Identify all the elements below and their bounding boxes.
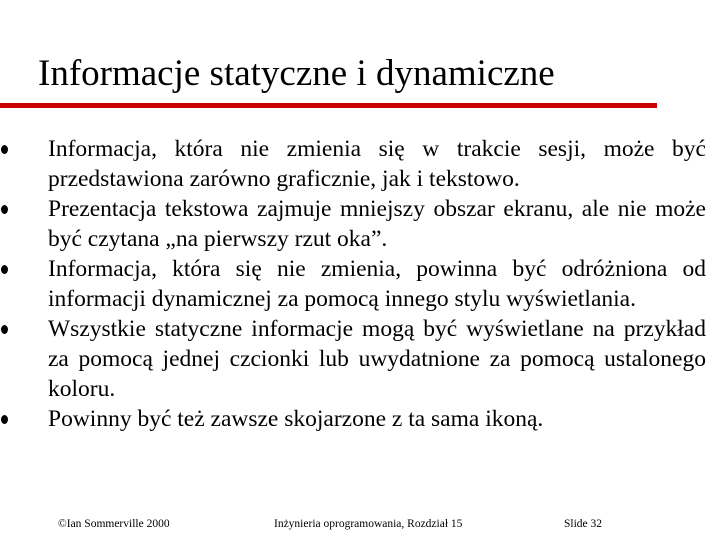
bullet-dot-icon: [1, 205, 8, 214]
bullet-item: [0, 134, 720, 194]
bullet-item: [0, 314, 720, 404]
bullet-text: Informacja, która się nie zmienia, powinna być odróżniona od informacji dynamicznej za pomocą innego stylu wyświetlania.: [48, 256, 706, 312]
title-underline: [0, 103, 657, 108]
slide-title: Informacje statyczne i dynamiczne: [38, 53, 555, 94]
bullet-text: Wszystkie statyczne informacje mogą być wyświetlane na przykład za pomocą jednej czcionki lub uwydatnione za pomocą ustalonego koloru.: [48, 316, 706, 402]
bullet-text: Prezentacja tekstowa zajmuje mniejszy obszar ekranu, ale nie może być czytana „na pierwszy rzut oka”.: [48, 196, 706, 252]
bullet-list: [0, 134, 720, 434]
footer-book-title: Inżynieria oprogramowania, Rozdział 15: [274, 518, 463, 530]
bullet-text: Informacja, która nie zmienia się w trakcie sesji, może być przedstawiona zarówno graficznie, jak i tekstowo.: [48, 136, 706, 192]
bullet-dot-icon: [1, 145, 8, 154]
bullet-item: [0, 404, 720, 434]
bullet-text: Powinny być też zawsze skojarzone z ta sama ikoną.: [48, 406, 544, 432]
bullet-dot-icon: [1, 415, 8, 424]
bullet-item: [0, 194, 720, 254]
footer-slide-number: Slide 32: [564, 518, 603, 530]
bullet-dot-icon: [1, 265, 8, 274]
bullet-item: [0, 254, 720, 314]
bullet-dot-icon: [1, 325, 8, 334]
footer-copyright: ©Ian Sommerville 2000: [58, 518, 170, 530]
